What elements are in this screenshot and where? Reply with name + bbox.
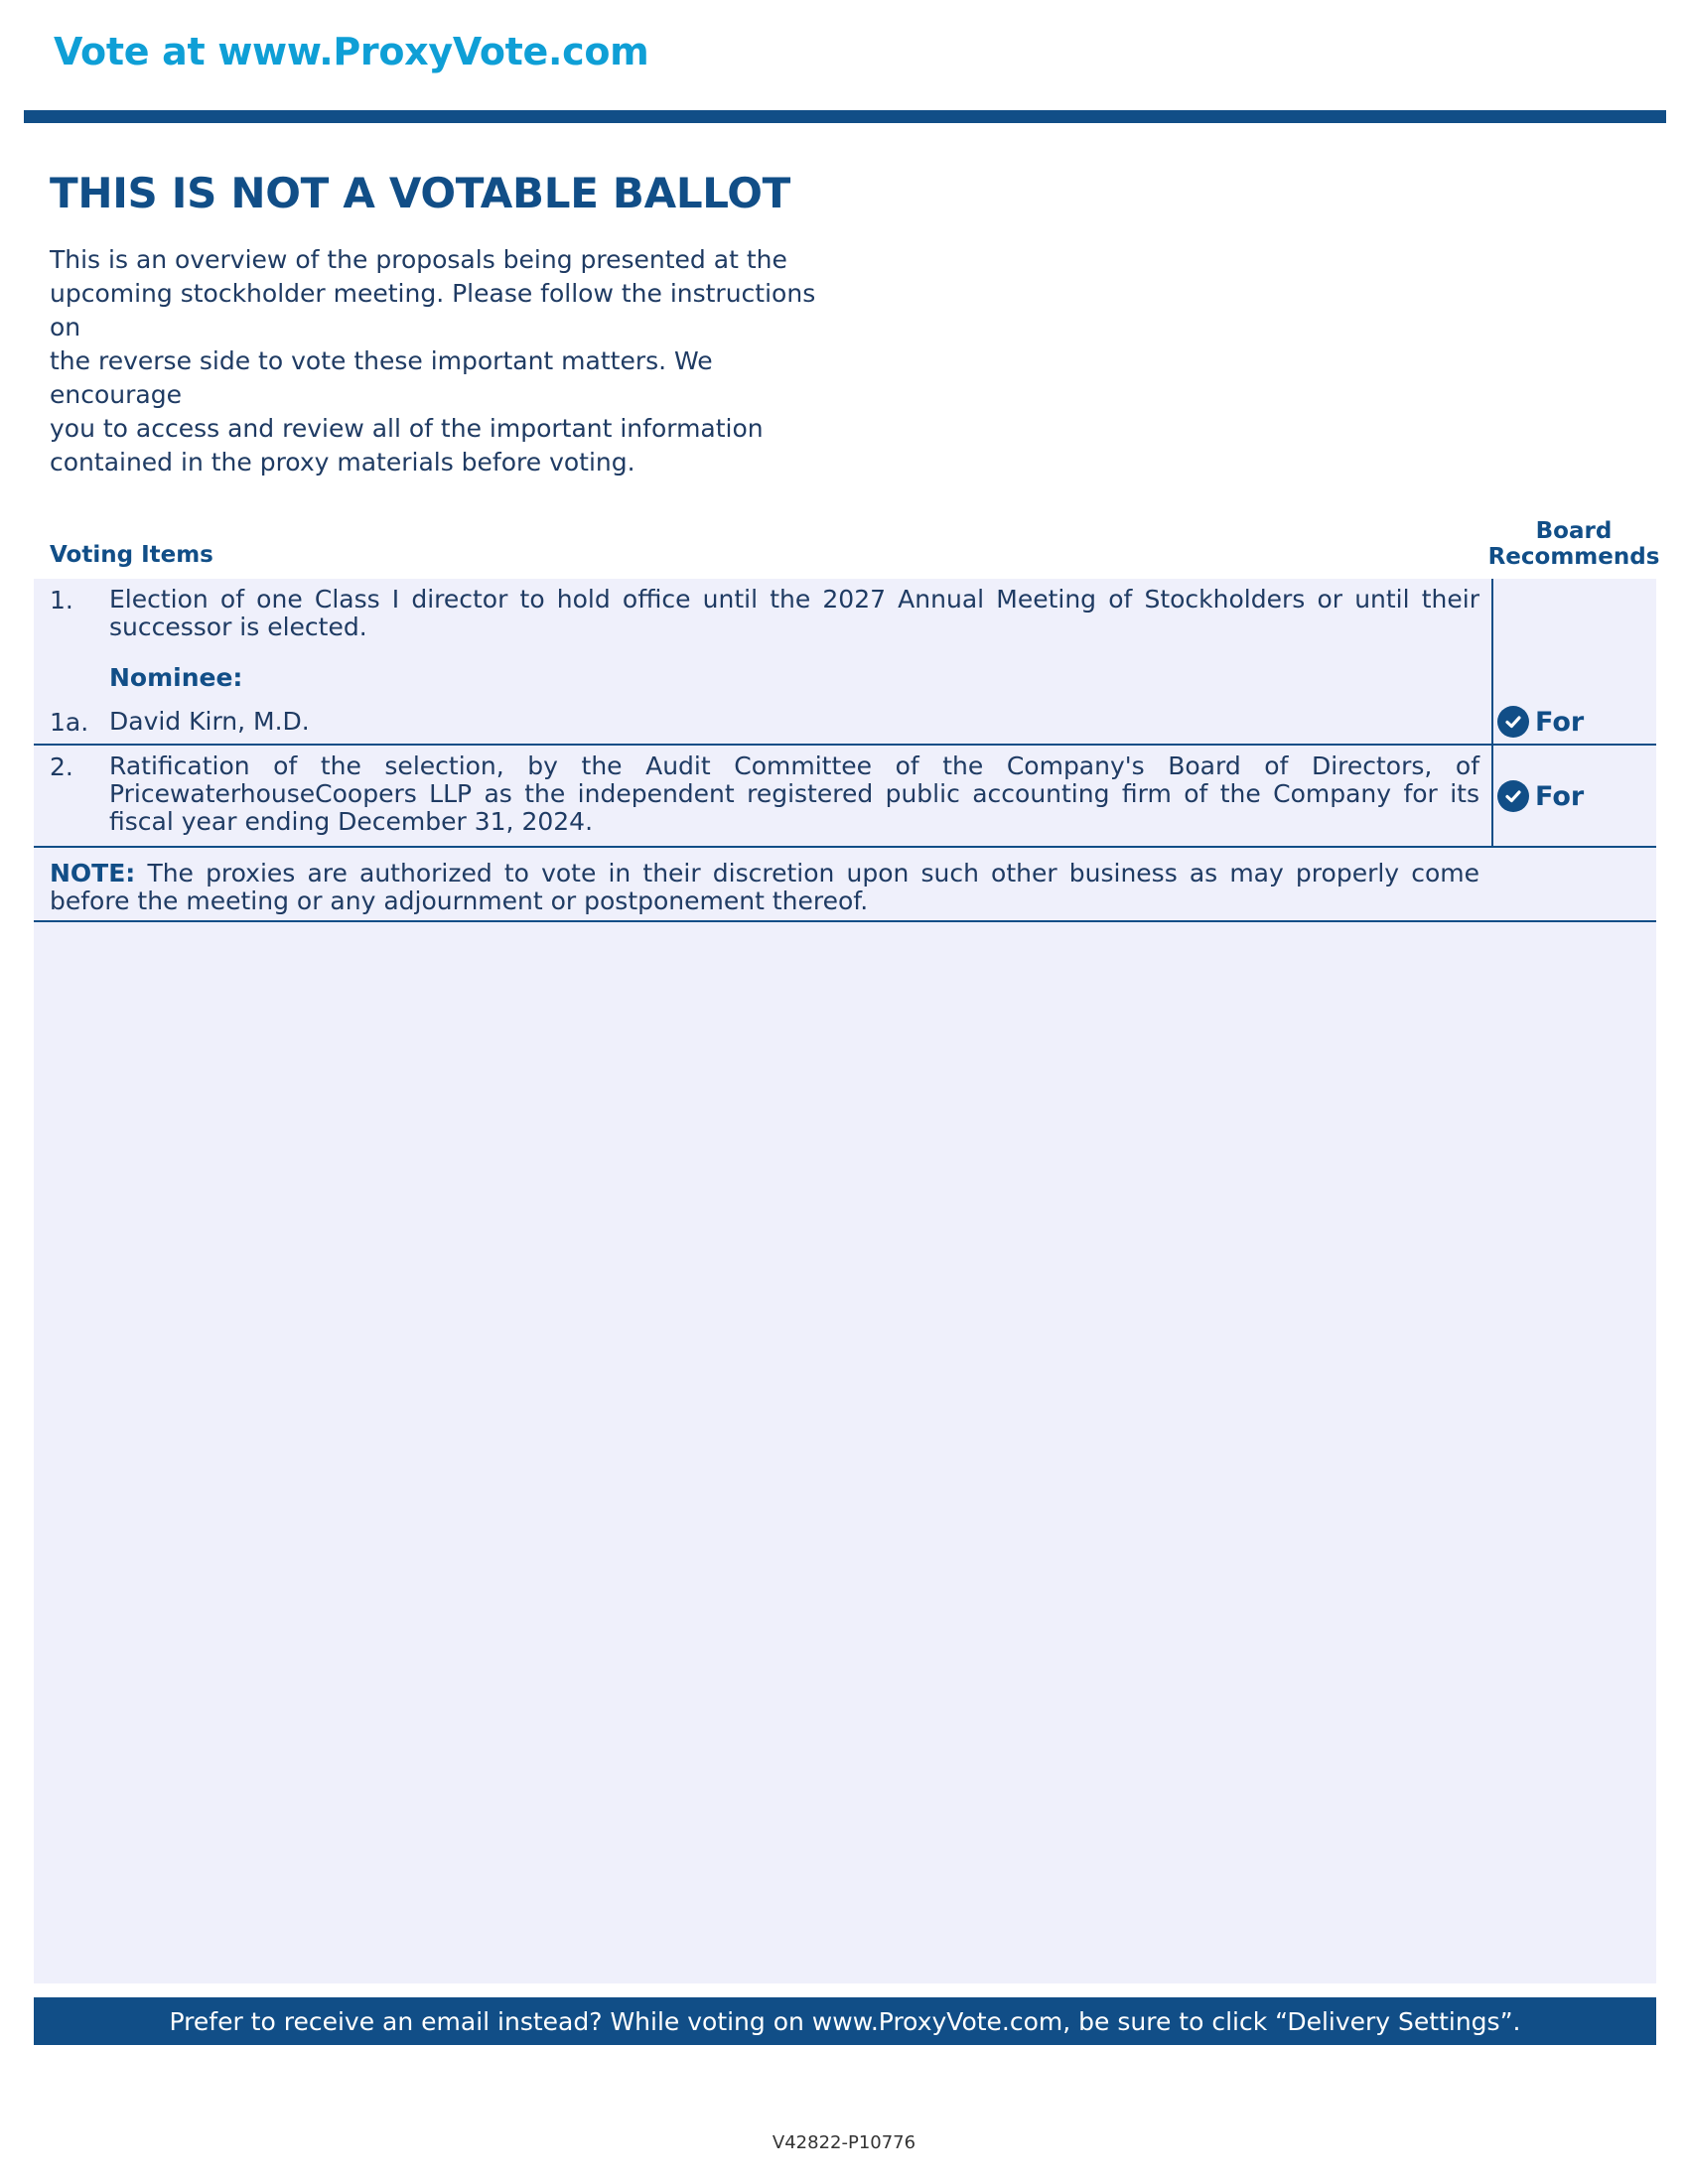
note-paragraph (50, 860, 1479, 915)
header-divider (24, 110, 1666, 123)
intro-line: you to access and review all of the important information (50, 414, 764, 443)
voting-items-header: Voting Items (50, 542, 213, 568)
delivery-settings-banner (34, 1997, 1656, 2045)
row-divider (34, 920, 1656, 922)
item-text: Ratification of the selection, by the Audit Committee of the Company's Board of Directors, of PricewaterhouseCoopers LLP as the independent registered public accounting firm of the Company for its fiscal year ending December 31, 2024. (109, 751, 1479, 836)
board-header-line: Board (1535, 518, 1613, 544)
row-divider (34, 744, 1656, 746)
item-text: Election of one Class I director to hold office until the 2027 Annual Meeting of Stockholders or until their successor is elected. (109, 585, 1479, 641)
note-text: The proxies are authorized to vote in their discretion upon such other business as may properly come before the meeting or any adjournment or postponement thereof. (50, 859, 1479, 915)
ballot-heading: THIS IS NOT A VOTABLE BALLOT (50, 169, 791, 217)
recommendation-label: For (1535, 780, 1585, 812)
banner-text: Prefer to receive an email instead? While voting on www.ProxyVote.com, be sure to click “Delivery Settings”. (169, 2006, 1521, 2036)
board-recommends-header (1484, 518, 1663, 570)
board-recommendation (1497, 780, 1584, 812)
proxyvote-title: Vote at www.ProxyVote.com (54, 30, 649, 73)
recommendation-label: For (1535, 706, 1585, 738)
board-recommendation (1497, 706, 1584, 738)
intro-line: This is an overview of the proposals being presented at the (50, 245, 787, 274)
intro-line: the reverse side to vote these important matters. We encourage (50, 346, 713, 409)
nominee-label: Nominee: (109, 663, 243, 692)
item-number: 1a. (50, 708, 89, 737)
intro-paragraph (50, 243, 844, 479)
item-number: 1. (50, 586, 73, 614)
note-label: NOTE: (50, 859, 136, 887)
column-divider (1491, 579, 1493, 744)
row-divider (34, 846, 1656, 848)
document-code: V42822-P10776 (772, 2132, 916, 2153)
item-text: David Kirn, M.D. (109, 707, 310, 736)
check-circle-icon (1497, 706, 1529, 738)
intro-line: upcoming stockholder meeting. Please follow the instructions on (50, 279, 816, 341)
check-circle-icon (1497, 780, 1529, 812)
intro-line: contained in the proxy materials before voting. (50, 448, 635, 477)
item-number: 2. (50, 752, 73, 781)
column-divider (1491, 746, 1493, 847)
board-header-line: Recommends (1487, 544, 1660, 570)
